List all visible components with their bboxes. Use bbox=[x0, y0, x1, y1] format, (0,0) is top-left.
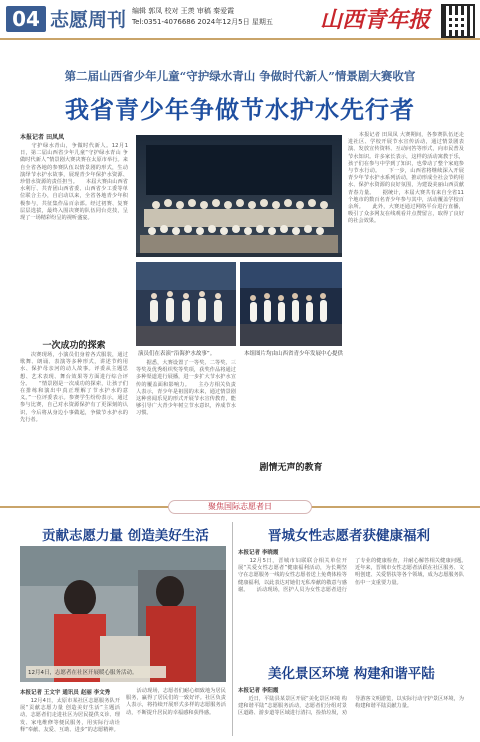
volunteer-photo bbox=[20, 546, 226, 682]
story-left-title: 贡献志愿力量 创造美好生活 bbox=[42, 528, 209, 544]
story-right-top-title: 晋城女性志愿者获健康福利 bbox=[268, 528, 430, 544]
lead-headline: 我省青少年争做节水护水先行者 bbox=[65, 95, 415, 124]
lead-kicker: 第二届山西省少年儿童“守护绿水青山 争做时代新人”情景剧大赛收官 bbox=[64, 69, 416, 83]
story-left-text2: 活动现场，志愿者们耐心细致地为居民服务，赢得了居民们的一致好评。社区负责人表示，将持续开展形式多样的志愿服务活动，不断提升居民的幸福感和获得感。 bbox=[126, 688, 226, 716]
photo-caption-2: 本组图片均由山西省青少年发展中心提供 bbox=[244, 351, 344, 357]
masthead bbox=[0, 0, 480, 40]
section-banner bbox=[0, 497, 480, 517]
qr-code-icon bbox=[441, 4, 475, 38]
banner-label: 聚焦国际志愿者日 bbox=[168, 500, 312, 514]
performance-photo-2 bbox=[240, 262, 342, 346]
lead-col1-text: 守护绿水青山，争做时代新人。12月1日，第二届山西省少年儿童“守护绿水青山 争做时代新人”情景剧大赛决赛在太原市举行。来自全省各地的参赛队伍以情景剧的形式，生动演绎节水护水故事，展现青少年保护水资源、珍惜水资源的责任担当。 本届大赛由山西省水利厅、共青团山西省委、山西省少工委等单位联合主办，自启动以来，全省各地青少年积极参与，共征集作品百余部。经过初赛、复赛层层选拔，最终入围决赛的队伍同台竞技，呈现了一场精彩纷呈的视听盛宴。 bbox=[20, 143, 128, 222]
section-title: 志愿周刊 bbox=[50, 9, 127, 31]
story-right-top-byline: 本报记者 李晓霞 bbox=[238, 550, 279, 556]
lead-col1-text2: 决赛现场，小演员们身着各式服装，通过歌舞、朗诵、表演等多种形式，讲述节约用水、保护母亲河的动人故事。评委从主题思想、艺术表现、舞台效果等方面进行综合评分。 “情景剧是一次成功的探索，让孩子们在排练和演出中真正理解了节水护水的意义。”一位评委表示。参赛学生纷纷表示，通过参与比赛，自己对水资源保护有了更深刻的认识，今后将从身边小事做起，争做节水护水的先行者。 bbox=[20, 352, 128, 423]
editor-line: 编辑 郭凤 校对 王羡 审稿 秦爱霞 bbox=[132, 7, 235, 15]
story-right-bottom-title: 美化景区环境 构建和谐平陆 bbox=[268, 666, 435, 682]
photo-caption-1: 演员们在表演“沿海护水故事”。 bbox=[138, 351, 216, 357]
story-right-bottom-byline: 本报记者 李阳霞 bbox=[238, 688, 279, 694]
lead-subhead-2: 剧情无声的教育 bbox=[259, 463, 323, 473]
performance-photo-1 bbox=[136, 262, 236, 346]
story-right-bottom-text: 近日，平陆县某景区开展“美化景区环境 构建和谐平陆”志愿服务活动，志愿者们分组对景区道路、游步道等区域进行清扫，捡拾垃圾，劝导游客文明游览，以实际行动守护景区环境，为构建和谐平陆贡献力量。 bbox=[238, 696, 464, 717]
date-line: Tel:0351-4076686 2024年12月5日 星期五 bbox=[132, 18, 273, 26]
story-left-byline: 本报记者 王文宇 通讯员 赵丽 李文秀 bbox=[20, 690, 111, 696]
story-right-top-text: 12月5日，晋城市妇联联合相关单位开展“关爱女性志愿者”健康福利活动，为长期坚守在志愿服务一线的女性志愿者送上免费体检等健康福利，以此表达对她们无私奉献的敬意与感谢。 活动现场，医护人员为女性志愿者进行了专业的健康检查，并耐心解答相关健康问题。 近年来，晋城市女性志愿者活跃在社区服务、文明创建、关爱帮扶等各个领域，成为志愿服务队伍中一支重要力量。 bbox=[238, 558, 475, 593]
story-left-text: 12月4日，太原市某社区志愿服务队开展“贡献志愿力量 创造美好生活”主题活动，志愿者们走进社区为居民提供义诊、理发、家电维修等便民服务，用实际行动诠释“奉献、友爱、互助、进步”的志愿精神。 bbox=[20, 698, 120, 733]
lead-col2-text: 据悉，大赛设置了一等奖、二等奖、三等奖及优秀组织奖等奖项，获奖作品将通过多种渠道进行展播，进一步扩大节水护水宣传的覆盖面和影响力。 主办方相关负责人表示，青少年是祖国的未来，通过情景剧这种喜闻乐见的形式开展节水宣传教育，能够引导广大青少年树立节水意识，养成节水习惯。 bbox=[136, 360, 236, 417]
stage-group-photo bbox=[136, 135, 342, 257]
lead-byline: 本报记者 田凤凤 bbox=[20, 134, 65, 141]
lead-col3-text: 本报记者 田凤凤 大赛期间，各参赛队伍还走进社区、学校开展节水宣传活动，通过情景剧表演、发放宣传资料、互动问答等形式，向市民普及节水知识。许多家长表示，这样的活动寓教于乐，孩子们在参与中学到了知识，也带动了整个家庭参与节水行动。 下一步，山西省将继续深入开展青少年节水护水系列活动，推动形成全社会节约用水、保护水资源的良好氛围，为建设美丽山西贡献青春力量。 据统计，本届大赛共有来自全省11个地市的数百名青少年参与其中，活动覆盖学校百余所。 此外，大赛还通过网络平台进行直播，吸引了众多网友在线观看并点赞留言，取得了良好的社会效果。 bbox=[348, 132, 464, 225]
volunteer-photo-caption: 12月4日，志愿者在社区开展暖心服务活动。 bbox=[28, 670, 138, 676]
page-number: 04 bbox=[6, 6, 46, 32]
column-separator bbox=[232, 522, 233, 736]
lead-subhead-1: 一次成功的探索 bbox=[42, 341, 106, 351]
newspaper-logo: 山西青年报 bbox=[320, 7, 431, 33]
